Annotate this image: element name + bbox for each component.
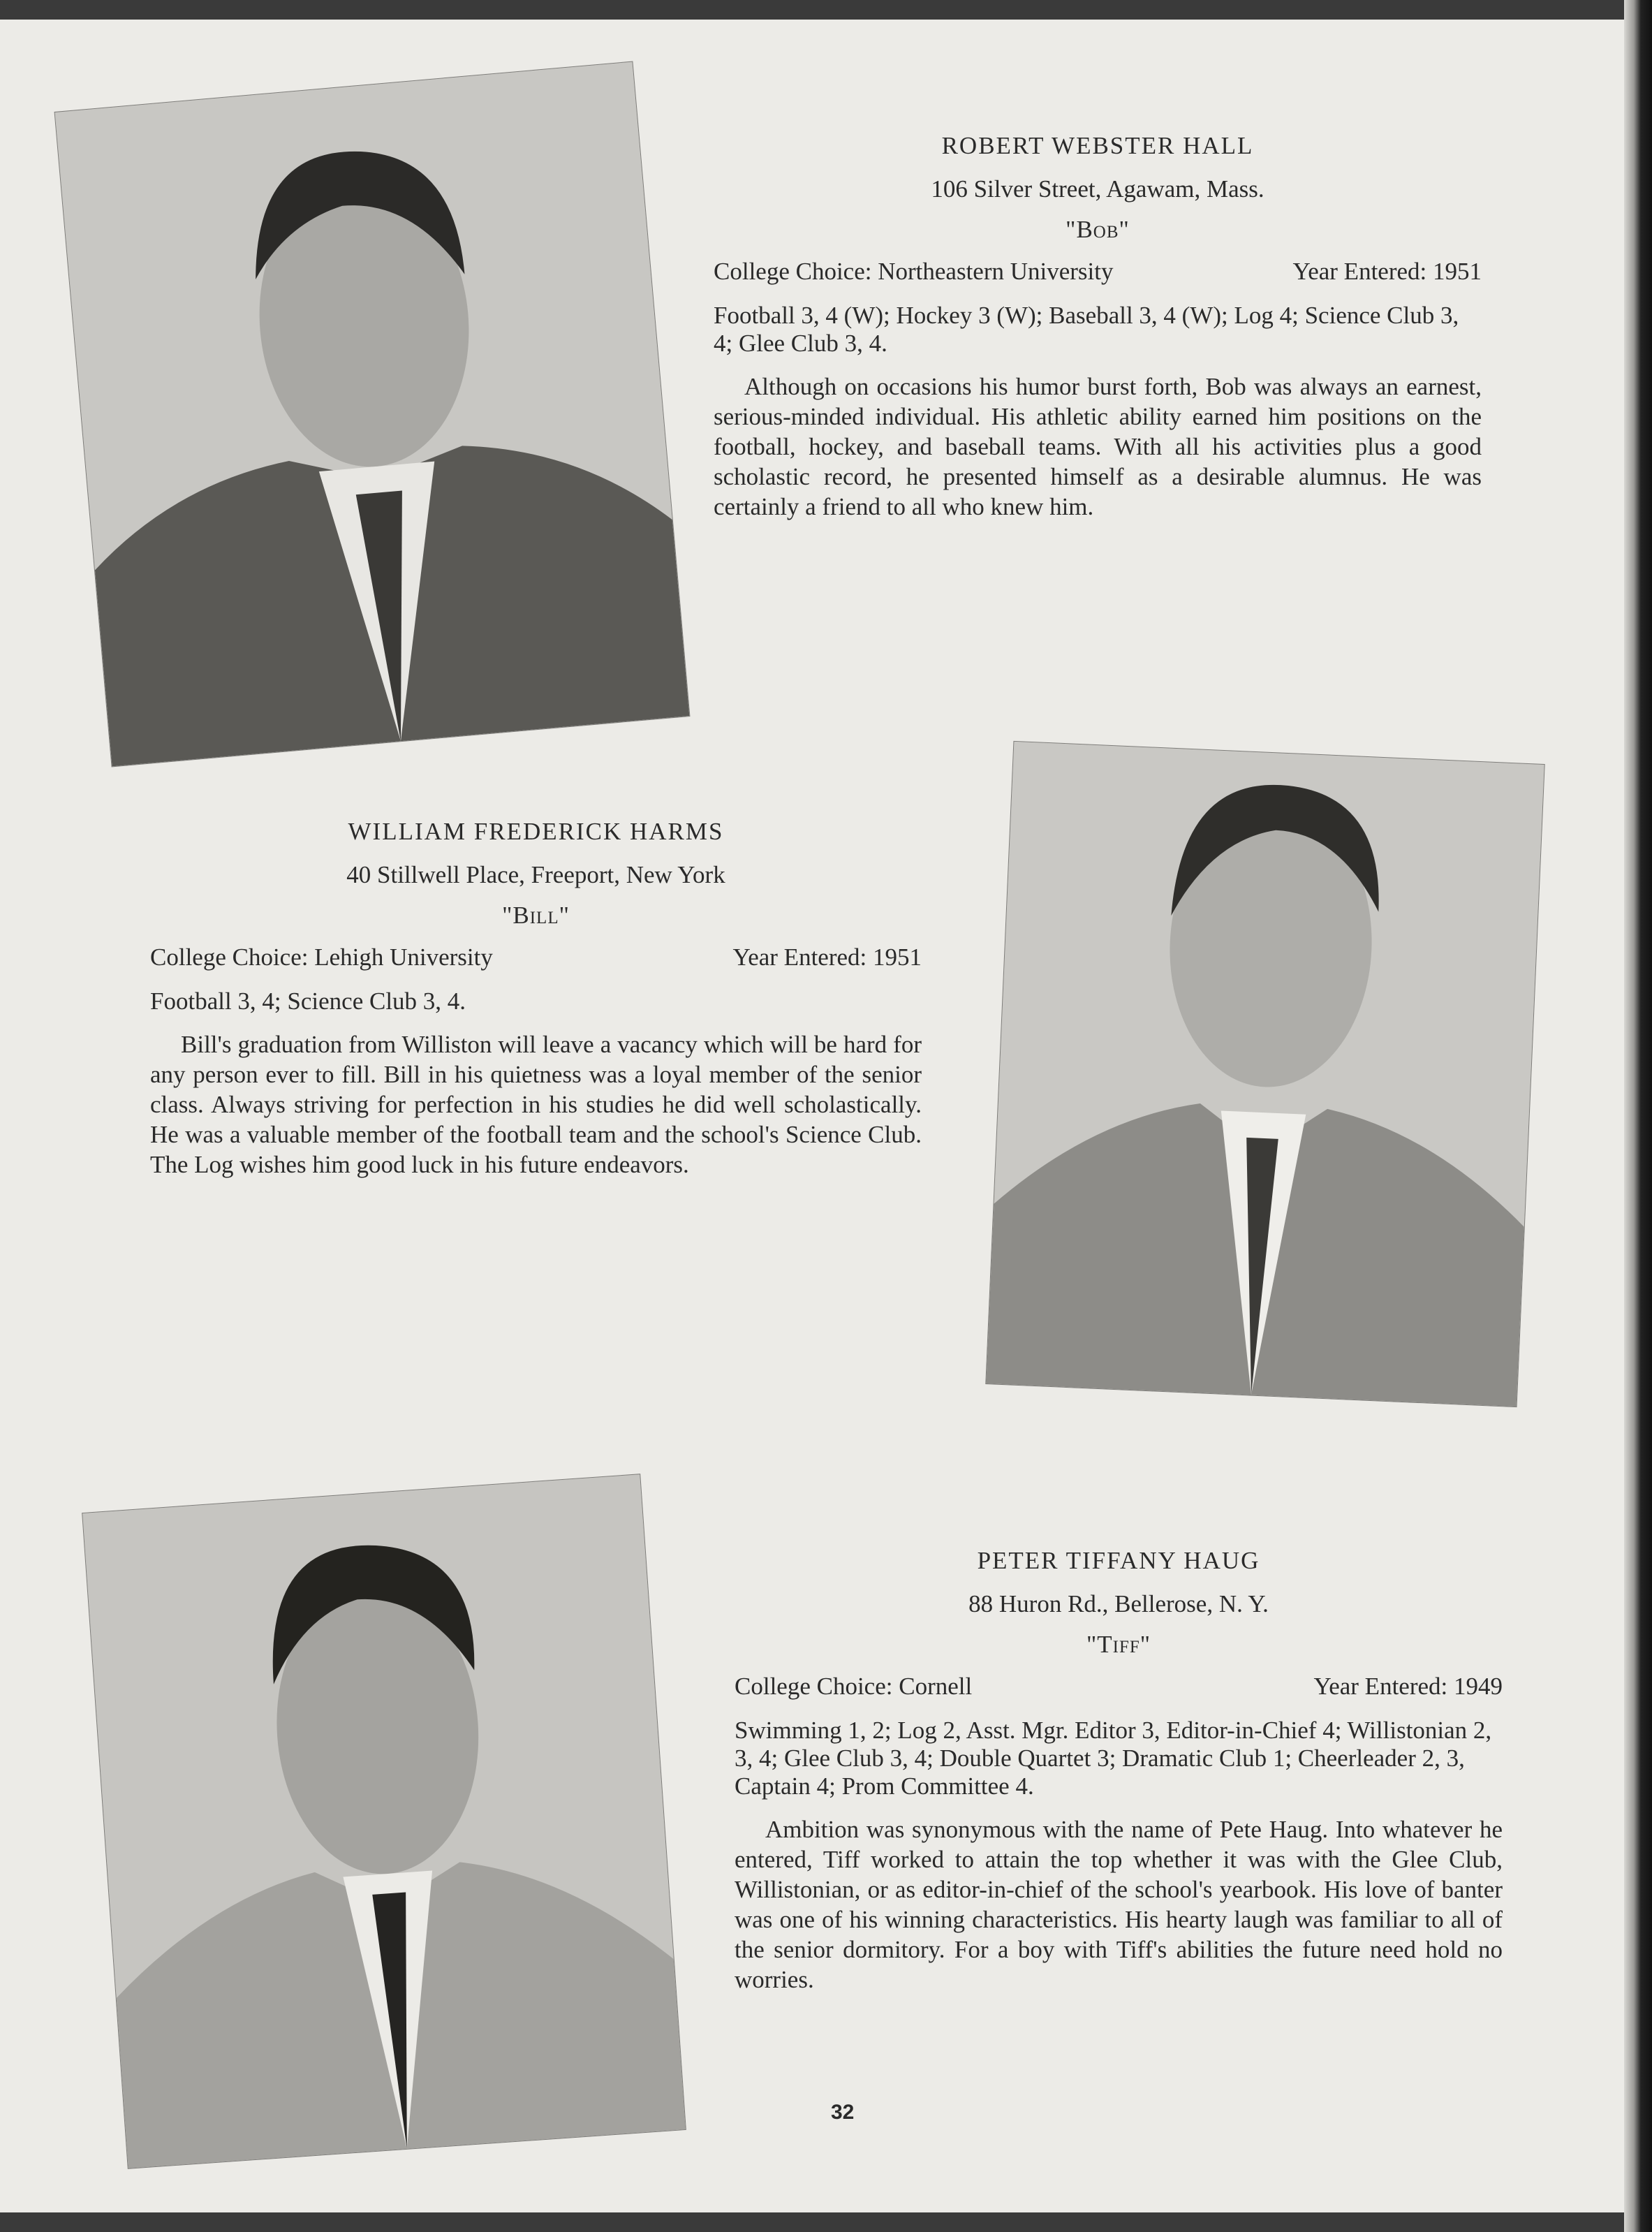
college-choice: College Choice: Northeastern University (714, 258, 1114, 285)
student-address: 88 Huron Rd., Bellerose, N. Y. (968, 1590, 1269, 1617)
entry-hall (714, 131, 1482, 522)
choice-row (150, 943, 922, 972)
student-nickname: "Tiff" (1086, 1631, 1151, 1658)
student-bio: Ambition was synonymous with the name of Pete Haug. Into whatever he entered, Tiff worked to attain the top whether it was with the Glee Club, Willistonian, or as editor-in-chief of the school's yearbook. His love of banter was one of his winning characteristics. His hearty laugh was familiar to all of the senior dormitory. For a boy with Tiff's abilities the future need hold no worries. (735, 1816, 1503, 1993)
entry-harms (150, 817, 922, 1180)
student-bio: Bill's graduation from Williston will leave a vacancy which will be hard for any person ever to fill. Bill in his quietness was a loyal member of the senior class. Always striving for perfection in his studies he did well scholastically. He was a valuable member of the football team and the school's Science Club. The Log wishes him good luck in his future endeavors. (150, 1031, 922, 1178)
book-binding-edge (1624, 0, 1652, 2232)
entry-haug (735, 1546, 1503, 1995)
activities-list: Swimming 1, 2; Log 2, Asst. Mgr. Editor 3, Editor-in-Chief 4; Willistonian 2, 3, 4; Glee Club 3, 4; Double Quartet 3; Dramatic Club 1; Cheerleader 2, 3, Captain 4; Prom Committee 4. (735, 1717, 1492, 1800)
year-entered: Year Entered: 1951 (1292, 258, 1482, 285)
portrait-photo-harms (986, 742, 1544, 1407)
student-address: 106 Silver Street, Agawam, Mass. (931, 175, 1264, 203)
student-nickname: "Bob" (1065, 216, 1130, 243)
student-nickname: "Bill" (502, 902, 570, 929)
portrait-photo-hall (55, 62, 690, 767)
year-entered: Year Entered: 1951 (732, 944, 922, 971)
choice-row (735, 1672, 1503, 1701)
student-bio: Although on occasions his humor burst forth, Bob was always an earnest, serious-minded individual. His athletic ability earned him positions on the football, hockey, and baseball teams. With all his activities plus a good scholastic record, he presented himself as a desirable alumnus. He was certainly a friend to all who knew him. (714, 373, 1482, 520)
activities-list: Football 3, 4 (W); Hockey 3 (W); Baseball 3, 4 (W); Log 4; Science Club 3, 4; Glee Club 3, 4. (714, 302, 1459, 357)
page-number: 32 (831, 2101, 855, 2124)
student-name: WILLIAM FREDERICK HARMS (348, 818, 724, 845)
college-choice: College Choice: Lehigh University (150, 944, 493, 971)
student-address: 40 Stillwell Place, Freeport, New York (346, 861, 725, 888)
year-entered: Year Entered: 1949 (1313, 1673, 1503, 1700)
student-name: PETER TIFFANY HAUG (977, 1547, 1260, 1574)
activities-list: Football 3, 4; Science Club 3, 4. (150, 987, 466, 1015)
portrait-photo-haug (82, 1474, 686, 2168)
choice-row (714, 257, 1482, 286)
college-choice: College Choice: Cornell (735, 1673, 973, 1700)
student-name: ROBERT WEBSTER HALL (941, 132, 1254, 159)
yearbook-page (0, 20, 1624, 2212)
